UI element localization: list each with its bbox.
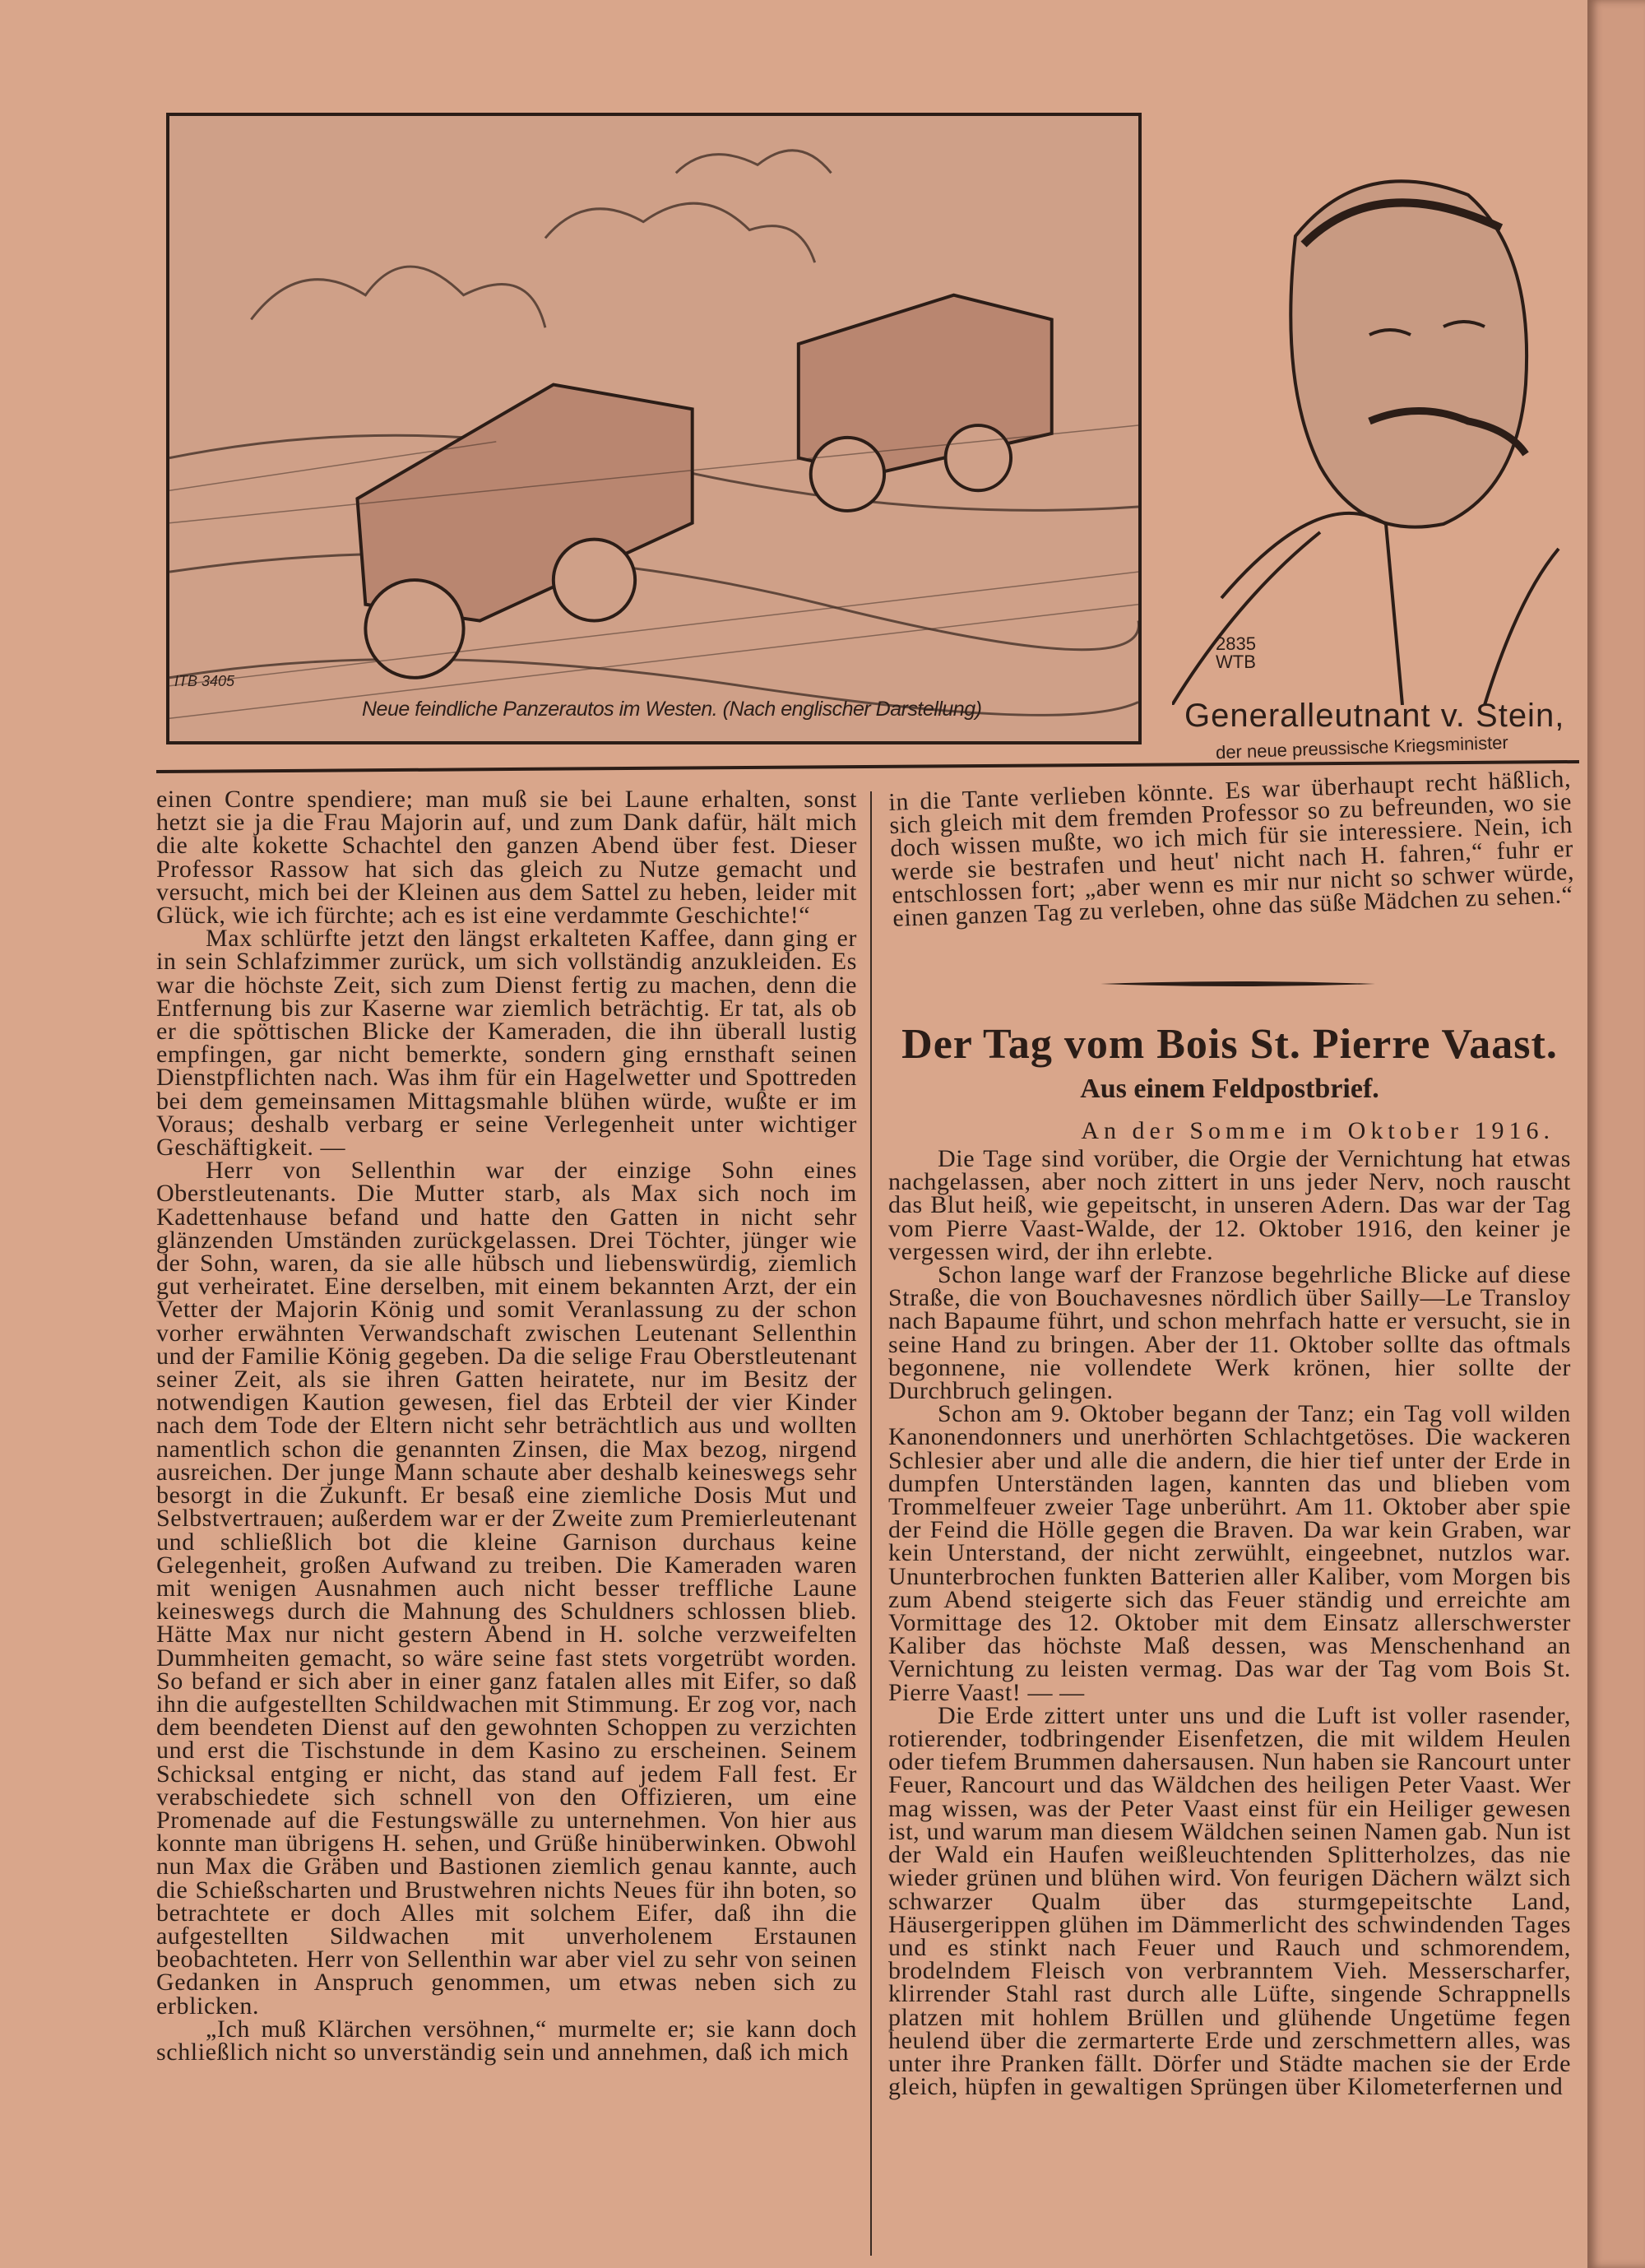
ornamental-rule [1101,981,1375,987]
paragraph: Die Erde zittert unter uns und die Luft ist voller rasender, rotierender, todbringender Eisenfetzen, die mit wildem Heulen oder tiefem Brummen dahersausen. Nun haben sie Rancourt unter Feuer, Rancourt und das Wäldchen des heiligen Peter Vaast. Wer mag wissen, was der Peter Vaast einst für ein Heiliger gewesen ist, und warum man diesem Wäldchen seinen Namen gab. Nun ist der Wald ein Haufen weißleuchtenden Splitterholzes, das nie wieder grünen und blühen wird. Von feurigen Dächern wälzt sich schwarzer Qualm über das sturmgepeitschte Land, Häusergerippen glühen im Dämmerlicht des schwindenden Tages und es stinkt nach Feuer und Rauch und schmorendem, brodelndem Fleisch von verbranntem Vieh. Messerscharfer, klirrender Stahl rast durch alle Lüfte, singende Schrappnells platzen mit hohlem Brüllen und glühende Ungetüme fegen heulend über die zermarterte Erde und zerschmettern alles, was unter ihre Pranken fällt. Dörfer und Städte machen sie der Erde gleich, hüpfen in gewaltigen Sprüngen über Kilometerfernen und [888,1701,1571,2101]
paragraph: Schon am 9. Oktober begann der Tanz; ein Tag voll wilden Kanonendonners und unerhörten Schlachtgetöses. Die wackeren Schlesier aber und alle die andern, die hier tief unter der Erde in dumpfen Unterständen lagen, kannten das und blieben vom Trommelfeuer zweier Tage unberührt. Am 11. Oktober aber spie der Feind die Hölle gegen die Braven. Da war kein Graben, war kein Unterstand, der nicht zerwühlt, eingeebnet, nutzlos war. Ununterbrochen funkten Batterien aller Kaliber, vom Morgen bis zum Abend steigerte sich das Feuer ständig und erreichte am Vormittage des 12. Oktober mit dem Einsatz allerschwerster Kaliber das höchste Maß dessen, was Menschenhand an Vernichtung zu leisten vermag. Das war der Tag vom Bois St. Pierre Vaast! — — [888,1400,1571,1706]
plate-number: 2835 [1216,633,1256,654]
paragraph: Max schlürfte jetzt den längst erkalteten Kaffee, dann ging er in sein Schlafzimmer zurück, um sich vollständig anzukleiden. Es war die höchste Zeit, sich zum Dienst fertig zu machen, denn die Entfernung bis zur Kaserne war ziemlich beträchtig. Er tat, als ob er die spöttischen Blicke der Kameraden, die ihn überall lustig empfingen, gar nicht bemerkte, sondern ging ernsthaft seinen Dienstpflichten nach. Was ihm für ein Hagelwetter und Spottreden bei dem gemeinsamen Mittagsmahle blühen würde, wußte er im Voraus; deshalb verbarg er seine Verlegenheit unter wichtiger Geschäftigkeit. — [156,925,857,1162]
paragraph: Herr von Sellenthin war der einzige Sohn eines Oberstleutenants. Die Mutter starb, als Max sich noch im Kadettenhause befand und hatte den Gatten in nicht sehr glänzenden Umständen zurückgelassen. Drei Töchter, jünger wie der Sohn, waren, da sie alle hübsch und liebenswürdig, ziemlich gut verheiratet. Eine derselben, mit einem bekannten Arzt, der ein Vetter der Majorin König und somit Veranlassung zu der schon vorher erwähnten Verwandschaft zwischen Leutenant Sellenthin und der Familie König gegeben. Da die selige Frau Oberstleutenant seiner Zeit, als sie ihren Gatten heiratete, nur im Besitz der notwendigen Kaution gewesen, fiel das Erbteil der vier Kinder nach dem Tode der Eltern nicht sehr beträchtlich aus und wollten namentlich schon die genannten Zinsen, die Max bezog, nirgend ausreichen. Der junge Mann schaute aber deshalb keineswegs sehr besorgt in die Zukunft. Er besaß eine ziemliche Dosis Mut und Selbstvertrauen; außerdem war er der Zweite zum Premierleutenant und schließlich bot die kleine Garnison durchaus keine Gelegenheit, großen Aufwand zu treiben. Die Kameraden waren mit wenigen Ausnahmen auch nicht besser treffliche Laune keineswegs durch die Mahnung des Schuldners schlossen blieb. Hätte Max nur nicht gestern Abend in H. solche verzweifelten Dummheiten gemacht, so wäre seine fast stets vorgetrübt worden. So befand er sich aber in einer ganz fatalen alles mit Eifer, so daß ihn die aufgestellten Schildwachen mit Stimmung. Er zog vor, nach dem beendeten Dienst auf den gewohnten Schoppen zu verzichten und erst die Tischstunde in dem Kasino zu erscheinen. Seinem Schicksal entging er nicht, das stand auf jedem Fall fest. Er verabschiedete sich schnell von den Offizieren, um eine Promenade auf die Festungswälle zu unternehmen. Von hier aus konnte man übrigens H. sehen, und Grüße hinüberwinken. Obwohl nun Max die Gräben und Bastionen ziemlich genau kannte, auch die Schießscharten und Brustwehren nichts Neues für ihn boten, so betrachtete er doch Alles mit solchem Eifer, daß ihn die aufgestellten Sildwachen mit unverholenem Erstaunen beobachteten. Herr von Sellenthin war aber viel zu sehr von seinen Gedanken in Anspruch genommen, um etwas neben sich zu erblicken. [156,1157,857,2020]
article-dateline: An der Somme im Oktober 1916. [1081,1117,1555,1144]
right-column-story-continuation [887,765,1575,932]
armored-cars-illustration [166,113,1142,744]
adjacent-page-edge [1587,0,1645,2268]
illustration-caption: Neue feindliche Panzerautos im Westen. (Nach englischer Darstellung) [362,698,982,721]
paragraph: in die Tante verlieben könnte. Es war überhaupt recht häßlich, sich gleich mit dem fremden Professor so zu befreunden, wo sie doch wissen mußte, wo ich mich für sie interessiere. Nein, ich werde sie bestrafen und heut' nicht nach H. fahren,“ fuhr er entschlossen fort; „aber wenn es mir nur nicht so schwer würde, einen ganzen Tag zu verleben, ohne das süße Mädchen zu sehen.“ [887,765,1575,932]
horizontal-rule [156,760,1579,773]
paragraph: „Ich muß Klärchen versöhnen,“ murmelte er; sie kann doch schließlich nicht so unverständig sein und annehmen, daß ich mich [156,2015,857,2066]
plate-number: ITB 3405 [174,673,235,689]
article-subheadline: Aus einem Feldpostbrief. [1080,1074,1379,1104]
article-headline: Der Tag vom Bois St. Pierre Vaast. [901,1021,1558,1068]
portrait-drawing [1172,137,1579,705]
column-divider [870,791,872,2256]
paragraph: einen Contre spendiere; man muß sie bei Laune erhalten, sonst hetzt sie ja die Frau Majorin auf, und zum Dank dafür, hält mich die alte kokette Schachtel den ganzen Abend über fest. Dieser Professor Rassow hat sich das gleich zu Nutze gemacht und versucht, mich bei der Kleinen aus dem Sattel zu heben, leider mit Glück, wie ich fürchte; ach es ist eine verdammte Geschichte!“ [156,788,857,930]
armored-cars-drawing [169,116,1138,741]
portrait-caption-title: der neue preussische Kriegsminister [1215,731,1509,763]
portrait-plate [1216,635,1256,671]
left-column-story [156,788,857,2265]
portrait-caption-name: Generalleutnant v. Stein, [1184,698,1565,734]
article-body [888,1148,1571,2266]
paragraph: Schon lange warf der Franzose begehrliche Blicke auf diese Straße, die von Bouchavesnes nördlich über Sailly—Le Transloy nach Bapaume führt, und schon mehrfach hatte er versucht, sie in seine Hand zu bringen. Aber der 11. Oktober sollte das oftmals begonnene, nie vollendete Werk krönen, hier sollte der Durchbruch gelingen. [888,1261,1571,1405]
agency-mark: WTB [1216,652,1256,672]
portrait-illustration [1172,137,1579,705]
paragraph: Die Tage sind vorüber, die Orgie der Vernichtung hat etwas nachgelassen, aber noch zittert in uns jeder Nerv, noch rauscht das Blut heiß, wie gepeitscht, in unseren Adern. Das war der Tag vom Pierre Vaast-Walde, der 12. Oktober 1916, den keiner je vergessen wird, der ihn erlebte. [888,1148,1571,1265]
